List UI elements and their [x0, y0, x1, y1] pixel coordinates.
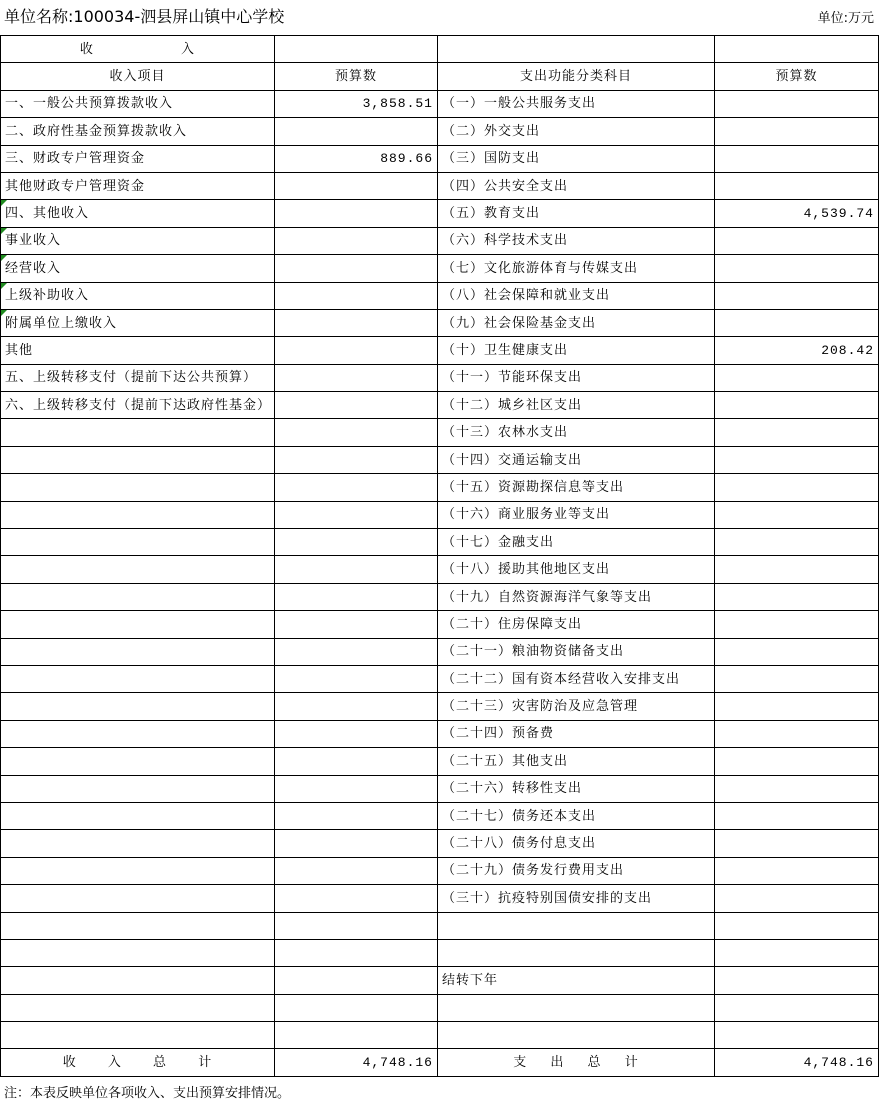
income-amount	[275, 775, 438, 802]
expense-amount	[715, 912, 879, 939]
table-row	[1, 364, 879, 391]
empty-cell	[715, 36, 879, 63]
expense-amount	[715, 227, 879, 254]
table-row	[1, 200, 879, 227]
table-row	[1, 1022, 879, 1049]
income-amount: 889.66	[275, 145, 438, 172]
expense-amount	[715, 967, 879, 994]
income-item: 其他财政专户管理资金	[1, 172, 275, 199]
income-amount	[275, 501, 438, 528]
expense-amount	[715, 501, 879, 528]
totals-row	[1, 1049, 879, 1076]
income-amount: 3,858.51	[275, 90, 438, 117]
expense-amount	[715, 172, 879, 199]
table-row	[1, 529, 879, 556]
income-amount	[275, 419, 438, 446]
table-row	[1, 255, 879, 282]
income-item	[1, 419, 275, 446]
expense-amount	[715, 830, 879, 857]
cell-flag-icon	[1, 310, 7, 316]
income-amount	[275, 227, 438, 254]
income-item-text: 附属单位上缴收入	[5, 315, 118, 331]
table-row	[1, 419, 879, 446]
cell-flag-icon	[1, 228, 7, 234]
table-row	[1, 748, 879, 775]
table-row	[1, 227, 879, 254]
expense-item: （十六）商业服务业等支出	[438, 501, 715, 528]
column-header-expense-amount: 预算数	[715, 63, 879, 90]
income-amount	[275, 885, 438, 912]
income-item	[1, 309, 275, 336]
expense-amount	[715, 994, 879, 1021]
income-section-title: 收 入	[1, 36, 275, 63]
expense-amount	[715, 611, 879, 638]
table-row	[1, 392, 879, 419]
table-row	[1, 912, 879, 939]
expense-amount	[715, 775, 879, 802]
income-amount	[275, 474, 438, 501]
income-amount	[275, 364, 438, 391]
income-item	[1, 200, 275, 227]
table-row	[1, 830, 879, 857]
expense-amount	[715, 583, 879, 610]
expense-item: （二十九）债务发行费用支出	[438, 857, 715, 884]
income-amount	[275, 529, 438, 556]
column-header-income-item: 收入项目	[1, 63, 275, 90]
cell-flag-icon	[1, 200, 7, 206]
income-item	[1, 282, 275, 309]
empty-cell	[275, 36, 438, 63]
table-row	[1, 172, 879, 199]
expense-amount	[715, 720, 879, 747]
expense-item: （二十）住房保障支出	[438, 611, 715, 638]
expense-item: （十）卫生健康支出	[438, 337, 715, 364]
expense-item: （十一）节能环保支出	[438, 364, 715, 391]
expense-item: （一）一般公共服务支出	[438, 90, 715, 117]
expense-amount	[715, 255, 879, 282]
income-item	[1, 255, 275, 282]
expense-item: 结转下年	[438, 967, 715, 994]
table-row	[1, 556, 879, 583]
table-row	[1, 967, 879, 994]
expense-amount	[715, 145, 879, 172]
income-amount	[275, 802, 438, 829]
expense-item: （十四）交通运输支出	[438, 446, 715, 473]
income-item	[1, 446, 275, 473]
income-amount	[275, 118, 438, 145]
income-amount	[275, 994, 438, 1021]
income-item	[1, 885, 275, 912]
income-amount	[275, 912, 438, 939]
table-row	[1, 638, 879, 665]
expense-amount	[715, 693, 879, 720]
income-amount	[275, 638, 438, 665]
income-item	[1, 501, 275, 528]
table-row	[1, 775, 879, 802]
table-footnote: 注：本表反映单位各项收入、支出预算安排情况。	[4, 1086, 291, 1101]
income-item	[1, 556, 275, 583]
income-amount	[275, 583, 438, 610]
income-item	[1, 638, 275, 665]
expense-item: （五）教育支出	[438, 200, 715, 227]
expense-amount	[715, 556, 879, 583]
cell-flag-icon	[1, 255, 7, 261]
income-amount	[275, 255, 438, 282]
income-item	[1, 994, 275, 1021]
income-item	[1, 474, 275, 501]
table-row	[1, 857, 879, 884]
income-item-text: 四、其他收入	[5, 206, 90, 222]
section-header-row	[1, 36, 879, 63]
cell-flag-icon	[1, 283, 7, 289]
expense-item: （十七）金融支出	[438, 529, 715, 556]
expense-item	[438, 939, 715, 966]
income-item: 三、财政专户管理资金	[1, 145, 275, 172]
income-item	[1, 775, 275, 802]
income-item: 二、政府性基金预算拨款收入	[1, 118, 275, 145]
income-amount	[275, 200, 438, 227]
income-item	[1, 693, 275, 720]
table-row	[1, 693, 879, 720]
income-amount	[275, 939, 438, 966]
income-amount	[275, 693, 438, 720]
table-row	[1, 939, 879, 966]
table-row	[1, 885, 879, 912]
income-total-label: 收 入 总 计	[1, 1049, 275, 1076]
table-row	[1, 720, 879, 747]
expense-item: （七）文化旅游体育与传媒支出	[438, 255, 715, 282]
income-item: 其他	[1, 337, 275, 364]
income-item	[1, 1022, 275, 1049]
income-item-text: 事业收入	[5, 233, 62, 249]
income-item: 一、一般公共预算拨款收入	[1, 90, 275, 117]
expense-amount	[715, 118, 879, 145]
income-item	[1, 939, 275, 966]
expense-amount	[715, 529, 879, 556]
table-row	[1, 583, 879, 610]
expense-amount	[715, 939, 879, 966]
income-total-amount: 4,748.16	[275, 1049, 438, 1076]
income-amount	[275, 282, 438, 309]
income-amount	[275, 830, 438, 857]
expense-item: （十九）自然资源海洋气象等支出	[438, 583, 715, 610]
expense-amount	[715, 419, 879, 446]
income-item: 五、上级转移支付（提前下达公共预算）	[1, 364, 275, 391]
expense-item	[438, 912, 715, 939]
income-amount	[275, 172, 438, 199]
income-amount	[275, 1022, 438, 1049]
expense-total-amount: 4,748.16	[715, 1049, 879, 1076]
expense-item: （四）公共安全支出	[438, 172, 715, 199]
expense-amount: 4,539.74	[715, 200, 879, 227]
income-amount	[275, 857, 438, 884]
income-item	[1, 529, 275, 556]
expense-item: （二十六）转移性支出	[438, 775, 715, 802]
expense-item: （二十二）国有资本经营收入安排支出	[438, 665, 715, 692]
income-item	[1, 802, 275, 829]
expense-item: （八）社会保障和就业支出	[438, 282, 715, 309]
income-item	[1, 748, 275, 775]
expense-amount	[715, 474, 879, 501]
table-row	[1, 309, 879, 336]
expense-item	[438, 1022, 715, 1049]
income-amount	[275, 556, 438, 583]
table-row	[1, 474, 879, 501]
expense-amount	[715, 90, 879, 117]
table-row	[1, 665, 879, 692]
unit-name-title: 单位名称:100034-泗县屏山镇中心学校	[4, 7, 285, 26]
income-amount	[275, 611, 438, 638]
column-header-income-amount: 预算数	[275, 63, 438, 90]
expense-amount	[715, 309, 879, 336]
empty-cell	[438, 36, 715, 63]
column-header-row	[1, 63, 879, 90]
income-item	[1, 227, 275, 254]
expense-item: （十八）援助其他地区支出	[438, 556, 715, 583]
income-item	[1, 720, 275, 747]
expense-item: （六）科学技术支出	[438, 227, 715, 254]
income-amount	[275, 748, 438, 775]
expense-item	[438, 994, 715, 1021]
income-item-text: 上级补助收入	[5, 288, 90, 304]
expense-item: （十五）资源勘探信息等支出	[438, 474, 715, 501]
expense-item: （二十五）其他支出	[438, 748, 715, 775]
income-item	[1, 857, 275, 884]
expense-amount	[715, 665, 879, 692]
expense-item: （三）国防支出	[438, 145, 715, 172]
income-item-text: 经营收入	[5, 260, 62, 276]
table-row	[1, 501, 879, 528]
income-amount	[275, 967, 438, 994]
income-amount	[275, 720, 438, 747]
expense-item: （三十）抗疫特别国债安排的支出	[438, 885, 715, 912]
expense-item: （十三）农林水支出	[438, 419, 715, 446]
expense-amount	[715, 885, 879, 912]
expense-item: （二十一）粮油物资储备支出	[438, 638, 715, 665]
budget-table	[0, 35, 879, 1077]
table-row	[1, 994, 879, 1021]
income-item	[1, 967, 275, 994]
expense-amount	[715, 282, 879, 309]
income-item	[1, 830, 275, 857]
income-item	[1, 912, 275, 939]
income-amount	[275, 309, 438, 336]
table-row	[1, 446, 879, 473]
income-amount	[275, 446, 438, 473]
table-row	[1, 118, 879, 145]
expense-amount	[715, 638, 879, 665]
expense-item: （二十八）债务付息支出	[438, 830, 715, 857]
income-item	[1, 665, 275, 692]
expense-amount	[715, 446, 879, 473]
income-amount	[275, 337, 438, 364]
expense-amount	[715, 748, 879, 775]
income-amount	[275, 665, 438, 692]
income-item	[1, 583, 275, 610]
expense-amount: 208.42	[715, 337, 879, 364]
income-item: 六、上级转移支付（提前下达政府性基金）	[1, 392, 275, 419]
column-header-expense-item: 支出功能分类科目	[438, 63, 715, 90]
table-row	[1, 337, 879, 364]
expense-total-label: 支 出 总 计	[438, 1049, 715, 1076]
expense-amount	[715, 857, 879, 884]
table-row	[1, 282, 879, 309]
income-amount	[275, 392, 438, 419]
currency-unit-label: 单位:万元	[817, 11, 874, 26]
table-row	[1, 90, 879, 117]
expense-amount	[715, 802, 879, 829]
expense-amount	[715, 392, 879, 419]
table-row	[1, 145, 879, 172]
income-item	[1, 611, 275, 638]
expense-item: （二十三）灾害防治及应急管理	[438, 693, 715, 720]
expense-item: （十二）城乡社区支出	[438, 392, 715, 419]
expense-item: （二）外交支出	[438, 118, 715, 145]
table-row	[1, 611, 879, 638]
expense-amount	[715, 364, 879, 391]
expense-item: （二十七）债务还本支出	[438, 802, 715, 829]
expense-item: （九）社会保险基金支出	[438, 309, 715, 336]
table-row	[1, 802, 879, 829]
expense-item: （二十四）预备费	[438, 720, 715, 747]
expense-amount	[715, 1022, 879, 1049]
